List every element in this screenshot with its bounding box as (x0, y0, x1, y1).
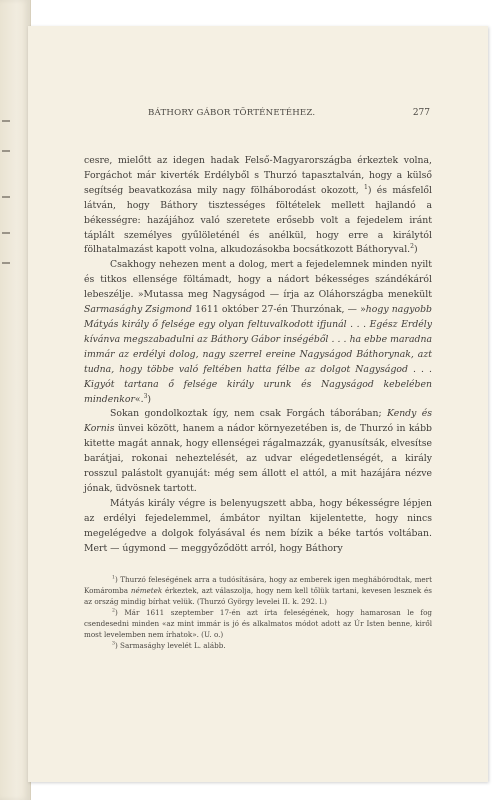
italic-text: Sarmasághy Zsigmond (84, 304, 192, 316)
footnote-marker: 1 (364, 183, 368, 191)
body-text (84, 154, 432, 556)
left-page-edge (0, 0, 31, 800)
text-run: ) Thurzó feleségének arra a tudósítására, hogy az emberek igen meghábórodtak, mert Komáromba (84, 575, 432, 595)
text-run: ) (147, 393, 152, 405)
footnote (84, 640, 432, 651)
footnote-marker: 1 (112, 575, 115, 581)
footnote-marker: 2 (410, 243, 414, 251)
text-run: 1611 október 27-én Thurzónak, — » (191, 304, 366, 316)
footnote (84, 574, 432, 607)
text-run: ünvei között, hanem a nádor környezetében is, de Thurzó in kább kitette magát annak, hogy ellenségei rágalmazzák, gyanusítsák, elvesítse barátjai, rokonai neheztelését, az udvar elégedetlenségét, a király rosszul palástolt gyanuját: még sem állott el attól, a mit hazájára nézve jónak, üdvösnek tartott. (84, 423, 432, 494)
text-run: cesre, mielőtt az idegen hadak Felső-Magyarországba érkeztek volna, Forgáchot már kiverték Erdélyből s Thurzó tapasztalván, hogy a külső segítség beavatkozása mily nagy fölháborodást okozott, (84, 155, 432, 196)
page-header (28, 108, 488, 122)
footnote-marker: 3 (112, 641, 115, 647)
text-run: ) (413, 244, 418, 256)
text-run: ) Sarmasághy levelét L. alább. (114, 641, 226, 650)
book-page (28, 26, 488, 782)
text-run: «. (134, 393, 144, 405)
text-run: ) Már 1611 szeptember 17-én azt írta feleségének, hogy hamarosan le fog csendesedni minden «az mint immár is jó és alkalmatos módot adott az Úr Isten benne, kiről most levelemben nem írhatok». (U. o.) (84, 608, 432, 639)
paragraph (84, 154, 432, 258)
page-number: 277 (412, 108, 430, 118)
running-head: BÁTHORY GÁBOR TÖRTÉNETÉHEZ. (148, 108, 316, 118)
paragraph (84, 407, 432, 496)
text-run: ) és másfelől látván, hogy Báthory tisztességes föltételek mellett hajlandó a békességre: hazájához való szeretete erősebb volt a fejedelem iránt táplált személyes gyűlöleténél és anélkül, hogy erre a királytól fölhatalmazást kapott volna, alkudozásokba bocsátkozott Báthoryval. (84, 184, 432, 256)
footnote (84, 607, 432, 640)
text-run: érkeztek, azt válaszolja, hogy nem kell tőlük tartani, kevesen lesznek és az ország mindig bírhat velük. (Thurzó György levelei II. k. 292. l.) (84, 586, 432, 606)
italic-text: németek (130, 586, 163, 595)
text-run: Mátyás király végre is belenyugszett abba, hogy békességre lépjen az erdélyi fejedelemmel, ámbátor nyiltan kijelentette, hogy nincs megelégedve a dolgok folyásával és nem bízik a béke tartós voltában. Mert — úgymond — meggyőződött arról, hogy Báthory (84, 497, 432, 554)
paragraph (84, 258, 432, 407)
italic-text: hogy nagyobb Mátyás király ő felsége egy olyan feltuvalkodott ifjunál . . . Egész Erdély kívánva megszabadulni az Báthory Gábor inségéből . . . ha ebbe maradna immár az erdélyi dolog, nagy szerrel ereine Nagyságod Báthorynak, azt tudna, hogy többe való feltében hatta félbe az dolgot Nagyságod . . . Kigyót tartana ő felsége király urunk és Nagyságod kebelében mindenkor (84, 304, 432, 405)
footnote-marker: 3 (143, 392, 148, 400)
paragraph (84, 497, 432, 557)
text-run: Csakhogy nehezen ment a dolog, mert a fejedelemnek minden nyilt és titkos ellensége föltámadt, hogy a nádort békességes szándékáról lebeszélje. »Mutassa meg Nagyságod — írja az Oláhországba menekült (84, 259, 432, 301)
footnote-marker: 2 (112, 608, 115, 614)
text-run: Sokan gondolkoztak így, nem csak Forgách táborában; (110, 408, 387, 420)
italic-text: Kendy és Kornis (84, 408, 432, 435)
footnotes (84, 574, 432, 651)
